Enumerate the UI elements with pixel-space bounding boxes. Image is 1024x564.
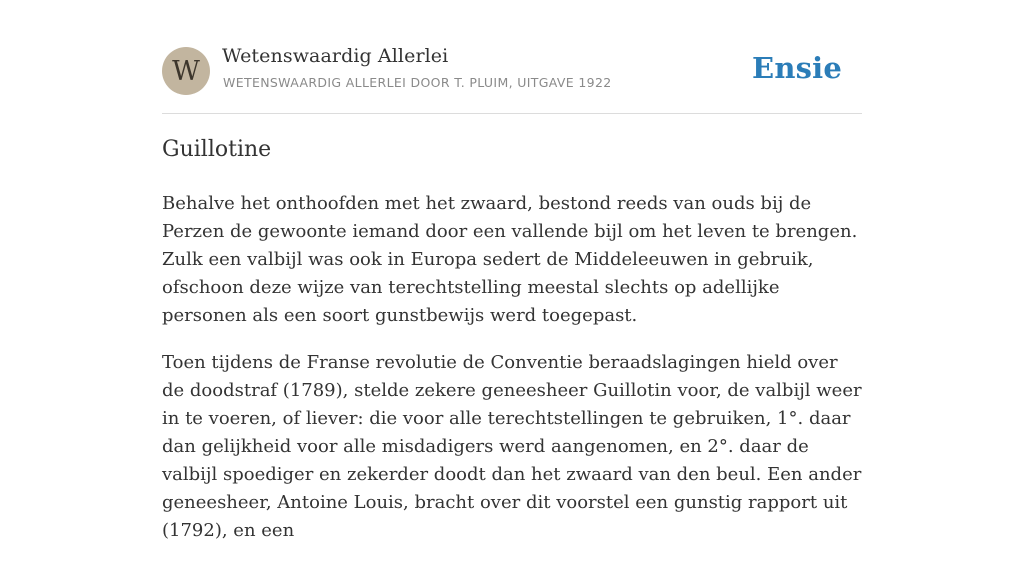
source-header	[162, 0, 862, 114]
article-paragraph: Behalve het onthoofden met het zwaard, bestond reeds van ouds bij de Perzen de gewoonte iemand door een vallende bijl om het leven te brengen. Zulk een valbijl was ook in Europa sedert de Middeleeuwen in gebruik, ofschoon deze wijze van terechtstelling meestal slechts op adellijke personen als een soort gunstbewijs werd toegepast.	[162, 193, 858, 326]
article-body	[162, 190, 862, 564]
source-avatar[interactable]: W	[162, 47, 210, 95]
article-paragraph: Toen tijdens de Franse revolutie de Conventie beraadslagingen hield over de doodstraf (1789), stelde zekere geneesheer Guillotin voor, de valbijl weer in te voeren, of liever: die voor alle terechtstellingen te gebruiken, 1°. daar dan gelijkheid voor alle misdadigers werd aangenomen, en 2°. daar de valbijl spoediger en zekerder doodt dan het zwaard van den beul. Een ander geneesheer, Antoine Louis, bracht over dit voorstel een gunstig rapport uit (1792), en een	[162, 352, 862, 541]
article-container	[162, 0, 862, 541]
source-title[interactable]: Wetenswaardig Allerlei	[222, 45, 449, 67]
article-title: Guillotine	[162, 137, 272, 162]
source-subtitle: WETENSWAARDIG ALLERLEI DOOR T. PLUIM, UITGAVE 1922	[223, 75, 612, 90]
ensie-logo-link[interactable]: Ensie	[752, 51, 842, 85]
